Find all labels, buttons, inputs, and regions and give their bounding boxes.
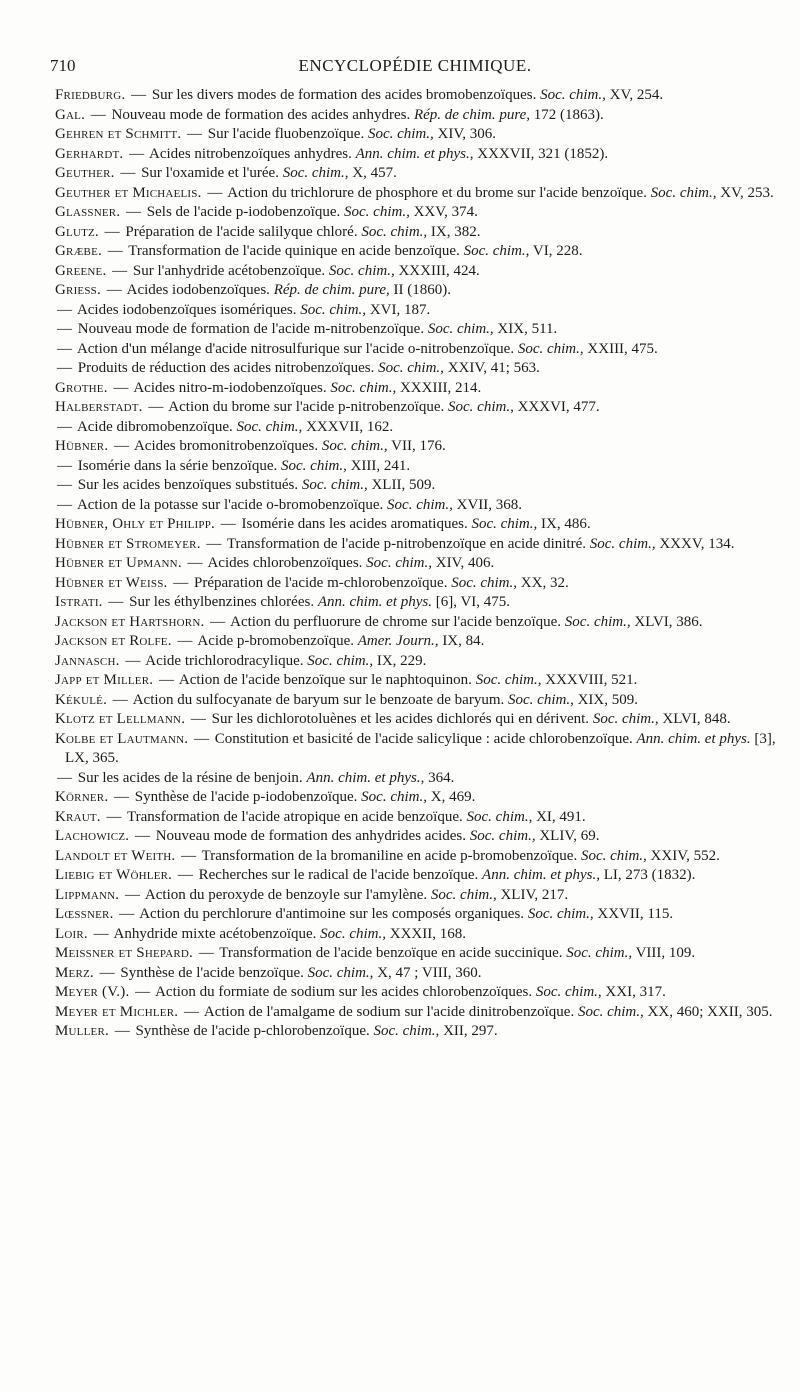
- bibliography-entry: [55, 106, 782, 126]
- entry-journal: Soc. chim.,: [508, 691, 574, 708]
- entry-title: Action de l'amalgame de sodium sur l'acide dinitrobenzoïque.: [203, 1003, 575, 1020]
- entry-dash: —: [177, 867, 193, 883]
- entry-volume: XXXVIII, 521.: [545, 672, 638, 688]
- entry-author: Gal.: [55, 106, 86, 123]
- entry-dash: —: [57, 457, 72, 474]
- entry-author: Istrati.: [55, 594, 103, 610]
- entry-dash: —: [93, 925, 109, 942]
- entry-volume: LI, 273 (1832).: [603, 867, 696, 883]
- entry-dash: —: [112, 691, 128, 708]
- entry-title: Transformation de l'acide p-nitrobenzoïque en acide dinitré.: [226, 535, 587, 552]
- entry-journal: Soc. chim.,: [387, 496, 453, 513]
- entry-dash: —: [183, 1003, 199, 1020]
- entry-dash: —: [114, 438, 130, 454]
- entry-author: Halberstadt.: [55, 399, 143, 415]
- entry-author: Griess.: [55, 282, 101, 298]
- entry-volume: IX, 229.: [376, 652, 427, 669]
- entry-journal: Soc. chim.,: [367, 126, 434, 142]
- entry-title: Acide trichlorodracylique.: [145, 652, 304, 669]
- entry-journal: Soc. chim.,: [540, 87, 606, 103]
- entry-dash: —: [124, 886, 140, 903]
- entry-dash: —: [177, 633, 193, 649]
- bibliography-entry: [55, 359, 782, 379]
- entry-journal: Soc. chim.,: [580, 847, 647, 864]
- entry-author: Friedburg.: [55, 87, 126, 103]
- bibliography-entry: [55, 1022, 782, 1042]
- entry-title: Synthèse de l'acide p-iodobenzoïque.: [134, 789, 358, 805]
- bibliography-entry: [55, 1003, 782, 1023]
- entry-journal: Soc. chim.,: [650, 184, 717, 201]
- bibliography-entry: [55, 730, 782, 769]
- entry-dash: —: [106, 282, 122, 298]
- entry-title: Acides chlorobenzoïques.: [207, 555, 363, 571]
- entry-dash: —: [187, 126, 203, 142]
- entry-title: Sur les acides de la résine de benjoin.: [77, 769, 303, 786]
- bibliography-entry: [55, 262, 782, 282]
- entry-journal: Soc. chim.,: [466, 808, 533, 825]
- bibliography-entry: [55, 418, 782, 438]
- bibliography-entry: [55, 593, 782, 613]
- entry-journal: Soc. chim.,: [527, 906, 594, 922]
- entry-volume: XXIII, 475.: [587, 340, 658, 357]
- bibliography-entry: [55, 281, 782, 301]
- entry-journal: Soc. chim.,: [281, 457, 347, 474]
- entry-dash: —: [57, 360, 72, 376]
- entry-title: Nouveau mode de formation des anhydrides acides.: [155, 828, 467, 844]
- entry-dash: —: [187, 555, 203, 571]
- entry-author: Lachowicz.: [55, 828, 130, 844]
- entry-journal: Soc. chim.,: [378, 360, 444, 376]
- entry-title: Action du sulfocyanate de baryum sur le benzoate de baryum.: [132, 691, 505, 708]
- bibliography-entry: [55, 613, 782, 633]
- entry-author: Körner.: [55, 789, 109, 805]
- entry-journal: Soc. chim.,: [535, 984, 602, 1000]
- entry-title: Action de l'acide benzoïque sur le naphtoquinon.: [178, 672, 472, 688]
- entry-title: Sur les divers modes de formation des acides bromobenzoïques.: [151, 87, 537, 103]
- entry-journal: Amer. Journ.,: [357, 633, 439, 649]
- entry-volume: XXXIII, 214.: [399, 379, 482, 396]
- entry-volume: II (1860).: [393, 282, 451, 298]
- entry-author: Geuther.: [55, 165, 115, 181]
- entry-volume: VIII, 109.: [635, 945, 696, 961]
- entry-title: Acides bromonitrobenzoïques.: [133, 438, 319, 454]
- entry-dash: —: [135, 984, 151, 1000]
- bibliography-entry: [55, 320, 782, 340]
- entry-title: Acides nitro-m-iodobenzoïques.: [133, 379, 327, 396]
- bibliography-entry: [55, 847, 782, 867]
- entry-volume: XVII, 368.: [456, 496, 523, 513]
- entry-volume: IX, 84.: [442, 633, 485, 649]
- entry-dash: —: [131, 87, 147, 103]
- entry-author: Japp et Miller.: [55, 672, 154, 688]
- entry-dash: —: [57, 321, 72, 337]
- entry-dash: —: [113, 379, 129, 396]
- entry-journal: Soc. chim.,: [566, 945, 633, 961]
- entry-dash: —: [190, 711, 206, 727]
- entry-volume: X, 47 ; VIII, 360.: [377, 964, 482, 981]
- entry-title: Sur les acides benzoïques substitués.: [77, 477, 299, 493]
- entry-journal: Soc. chim.,: [448, 399, 514, 415]
- entry-author: Hübner et Weiss.: [55, 574, 168, 591]
- entry-author: Lippmann.: [55, 886, 120, 903]
- entry-volume: [6], VI, 475.: [435, 594, 511, 610]
- entry-author: Merz.: [55, 964, 94, 981]
- entry-title: Préparation de l'acide m-chlorobenzoïque.: [194, 574, 448, 591]
- entry-author: Geuther et Michaelis.: [55, 184, 202, 201]
- entry-title: Action de la potasse sur l'acide o-bromobenzoïque.: [76, 496, 384, 513]
- entry-journal: Ann. chim. et phys.,: [482, 867, 600, 883]
- entry-journal: Soc. chim.,: [307, 652, 374, 669]
- entry-volume: XIII, 241.: [350, 457, 411, 474]
- entry-dash: —: [129, 145, 145, 162]
- entry-title: Transformation de l'acide benzoïque en acide succinique.: [219, 945, 563, 961]
- entry-volume: XXI, 317.: [605, 984, 666, 1000]
- entry-title: Transformation de la bromaniline en acide p-bromobenzoïque.: [201, 847, 578, 864]
- entry-title: Sur les éthylbenzines chlorées.: [129, 594, 315, 610]
- entry-journal: Soc. chim.,: [517, 340, 584, 357]
- bibliography-list: [55, 86, 782, 1042]
- entry-volume: XXXVI, 477.: [517, 399, 600, 415]
- entry-title: Acide dibromobenzoïque.: [76, 418, 233, 435]
- bibliography-entry: [55, 437, 782, 457]
- entry-volume: IX, 486.: [541, 516, 591, 532]
- entry-journal: Ann. chim. et phys.,: [306, 769, 425, 786]
- entry-title: Acides iodobenzoïques isomériques.: [76, 301, 297, 318]
- entry-journal: Soc. chim.,: [564, 613, 631, 630]
- bibliography-entry: [55, 788, 782, 808]
- entry-author: Gehren et Schmitt.: [55, 126, 182, 142]
- entry-title: Action du trichlorure de phosphore et du brome sur l'acide benzoïque.: [227, 184, 647, 201]
- entry-author: Meissner et Shepard.: [55, 945, 193, 961]
- bibliography-entry: [55, 86, 782, 106]
- bibliography-entry: [55, 476, 782, 496]
- bibliography-entry: [55, 398, 782, 418]
- running-title: ENCYCLOPÉDIE CHIMIQUE.: [298, 56, 532, 75]
- entry-volume: XLIV, 69.: [539, 828, 600, 844]
- entry-journal: Ann. chim. et phys.: [317, 594, 432, 610]
- bibliography-entry: [55, 379, 782, 399]
- bibliography-entry: [55, 223, 782, 243]
- bibliography-entry: [55, 340, 782, 360]
- entry-dash: —: [57, 418, 72, 435]
- entry-title: Isomérie dans les acides aromatiques.: [241, 516, 468, 532]
- entry-author: Meyer et Michler.: [55, 1003, 179, 1020]
- entry-volume: XI, 491.: [536, 808, 586, 825]
- entry-dash: —: [210, 613, 226, 630]
- entry-author: Jannasch.: [55, 652, 120, 669]
- entry-author: Hübner et Stromeyer.: [55, 535, 201, 552]
- entry-volume: XVI, 187.: [369, 301, 431, 318]
- entry-dash: —: [126, 204, 142, 220]
- bibliography-entry: [55, 925, 782, 945]
- entry-title: Action du perchlorure d'antimoine sur les composés organiques.: [139, 906, 525, 922]
- entry-author: Græbe.: [55, 243, 102, 259]
- entry-volume: XXXIII, 424.: [398, 262, 480, 279]
- entry-title: Transformation de l'acide quinique en acide benzoïque.: [128, 243, 460, 259]
- entry-author: Liebig et Wöhler.: [55, 867, 173, 883]
- entry-author: Lœssner.: [55, 906, 114, 922]
- entry-dash: —: [112, 262, 128, 279]
- entry-title: Action d'un mélange d'acide nitrosulfurique sur l'acide o-nitrobenzoïque.: [76, 340, 515, 357]
- entry-journal: Soc. chim.,: [471, 516, 538, 532]
- entry-title: Action du perfluorure de chrome sur l'acide benzoïque.: [230, 613, 562, 630]
- entry-volume: XLVI, 386.: [634, 613, 703, 630]
- bibliography-entry: [55, 769, 782, 789]
- entry-author: Hübner, Ohly et Philipp.: [55, 516, 216, 532]
- entry-dash: —: [134, 828, 150, 844]
- entry-journal: Soc. chim.,: [236, 418, 303, 435]
- bibliography-entry: [55, 944, 782, 964]
- entry-volume: XLII, 509.: [371, 477, 436, 493]
- entry-dash: —: [99, 964, 115, 981]
- entry-journal: Ann. chim. et phys.: [636, 730, 751, 747]
- entry-volume: XII, 297.: [443, 1023, 498, 1039]
- entry-volume: XV, 254.: [609, 87, 664, 103]
- entry-dash: —: [57, 477, 72, 493]
- entry-dash: —: [173, 574, 189, 591]
- entry-dash: —: [181, 847, 197, 864]
- bibliography-entry: [55, 808, 782, 828]
- entry-author: Kékulé.: [55, 691, 108, 708]
- entry-volume: XXIV, 552.: [650, 847, 720, 864]
- entry-volume: IX, 382.: [430, 223, 481, 240]
- entry-title: Recherches sur le radical de l'acide benzoïque.: [198, 867, 479, 883]
- entry-author: Jackson et Rolfe.: [55, 633, 172, 649]
- entry-dash: —: [104, 223, 120, 240]
- entry-author: Kolbe et Lautmann.: [55, 730, 189, 747]
- entry-title: Sur les dichlorotoluènes et les acides dichlorés qui en dérivent.: [211, 711, 590, 727]
- bibliography-entry: [55, 983, 782, 1003]
- entry-author: Meyer (V.).: [55, 984, 130, 1000]
- entry-dash: —: [119, 906, 135, 922]
- entry-title: Sur l'acide fluobenzoïque.: [207, 126, 365, 142]
- entry-title: Action du brome sur l'acide p-nitrobenzoïque.: [168, 399, 445, 415]
- entry-volume: X, 469.: [430, 789, 476, 805]
- entry-title: Nouveau mode de formation des acides anhydres.: [111, 106, 411, 123]
- entry-journal: Soc. chim.,: [366, 555, 432, 571]
- entry-journal: Rép. de chim. pure,: [273, 282, 390, 298]
- entry-title: Produits de réduction des acides nitrobenzoïques.: [77, 360, 375, 376]
- entry-volume: X, 457.: [352, 165, 397, 181]
- entry-title: Préparation de l'acide salilyque chloré.: [125, 223, 358, 240]
- entry-author: Jackson et Hartshorn.: [55, 613, 205, 630]
- bibliography-entry: [55, 515, 782, 535]
- entry-dash: —: [106, 808, 122, 825]
- entry-dash: —: [158, 672, 174, 688]
- bibliography-entry: [55, 301, 782, 321]
- entry-volume: XXXVII, 162.: [306, 418, 394, 435]
- entry-dash: —: [198, 945, 214, 961]
- entry-title: Nouveau mode de formation de l'acide m-nitrobenzoïque.: [77, 321, 425, 337]
- entry-journal: Soc. chim.,: [427, 321, 494, 337]
- entry-title: Isomérie dans la série benzoïque.: [77, 457, 278, 474]
- entry-author: Landolt et Weith.: [55, 847, 176, 864]
- entry-title: Acide p-bromobenzoïque.: [197, 633, 354, 649]
- entry-volume: XIX, 511.: [497, 321, 558, 337]
- entry-journal: Rép. de chim. pure,: [413, 106, 531, 123]
- entry-volume: [3], LX, 365.: [65, 730, 776, 766]
- entry-volume: XXV, 374.: [413, 204, 478, 220]
- entry-volume: XLVI, 848.: [662, 711, 731, 727]
- bibliography-entry: [55, 554, 782, 574]
- entry-title: Action du peroxyde de benzoyle sur l'amylène.: [144, 886, 428, 903]
- entry-journal: Soc. chim.,: [321, 438, 388, 454]
- bibliography-entry: [55, 671, 782, 691]
- entry-title: Transformation de l'acide atropique en acide benzoïque.: [126, 808, 463, 825]
- entry-journal: Soc. chim.,: [592, 711, 659, 727]
- entry-author: Grothe.: [55, 379, 108, 396]
- entry-dash: —: [114, 789, 130, 805]
- bibliography-entry: [55, 827, 782, 847]
- entry-volume: XXXII, 168.: [389, 925, 466, 942]
- entry-volume: XIV, 306.: [437, 126, 497, 142]
- entry-volume: XXXVII, 321 (1852).: [477, 145, 609, 162]
- entry-journal: Soc. chim.,: [430, 886, 497, 903]
- entry-dash: —: [57, 769, 72, 786]
- entry-dash: —: [207, 184, 223, 201]
- page-number: 710: [50, 56, 76, 75]
- entry-volume: XX, 460; XXII, 305.: [647, 1003, 773, 1020]
- entry-journal: Soc. chim.,: [328, 262, 395, 279]
- entry-volume: XX, 32.: [520, 574, 569, 591]
- entry-journal: Soc. chim.,: [344, 204, 410, 220]
- entry-title: Anhydride mixte acétobenzoïque.: [113, 925, 317, 942]
- entry-journal: Soc. chim.,: [307, 964, 374, 981]
- entry-journal: Soc. chim.,: [300, 301, 367, 318]
- entry-author: Hübner et Upmann.: [55, 555, 182, 571]
- entry-journal: Soc. chim.,: [320, 925, 386, 942]
- entry-title: Sels de l'acide p-iodobenzoïque.: [146, 204, 341, 220]
- entry-journal: Soc. chim.,: [577, 1003, 644, 1020]
- entry-author: Kraut.: [55, 808, 101, 825]
- entry-title: Synthèse de l'acide p-chlorobenzoïque.: [135, 1023, 370, 1039]
- entry-dash: —: [206, 535, 222, 552]
- entry-journal: Soc. chim.,: [361, 789, 427, 805]
- entry-dash: —: [108, 594, 124, 610]
- entry-volume: XXIV, 41; 563.: [447, 360, 540, 376]
- entry-dash: —: [57, 340, 72, 357]
- entry-journal: Soc. chim.,: [301, 477, 368, 493]
- entry-dash: —: [57, 496, 72, 513]
- entry-title: Constitution et basicité de l'acide salicylique : acide chlorobenzoïque.: [214, 730, 633, 747]
- bibliography-entry: [55, 574, 782, 594]
- entry-journal: Soc. chim.,: [373, 1023, 440, 1039]
- bibliography-entry: [55, 632, 782, 652]
- bibliography-entry: [55, 691, 782, 711]
- entry-dash: —: [57, 301, 72, 318]
- entry-dash: —: [193, 730, 209, 747]
- entry-dash: —: [107, 243, 123, 259]
- bibliography-entry: [55, 242, 782, 262]
- bibliography-entry: [55, 496, 782, 516]
- entry-journal: Soc. chim.,: [451, 574, 518, 591]
- bibliography-entry: [55, 164, 782, 184]
- entry-dash: —: [114, 1023, 130, 1039]
- entry-journal: Soc. chim.,: [361, 223, 428, 240]
- bibliography-entry: [55, 457, 782, 477]
- entry-dash: —: [120, 165, 136, 181]
- entry-volume: XLIV, 217.: [500, 886, 569, 903]
- entry-title: Acides nitrobenzoïques anhydres.: [149, 145, 352, 162]
- entry-volume: VII, 176.: [391, 438, 446, 454]
- entry-author: Loir.: [55, 925, 88, 942]
- bibliography-entry: [55, 886, 782, 906]
- bibliography-entry: [55, 203, 782, 223]
- entry-journal: Soc. chim.,: [589, 535, 656, 552]
- bibliography-entry: [55, 535, 782, 555]
- bibliography-entry: [55, 125, 782, 145]
- entry-volume: XXVII, 115.: [597, 906, 674, 922]
- entry-title: Sur l'anhydride acétobenzoïque.: [132, 262, 326, 279]
- entry-volume: 172 (1863).: [533, 106, 604, 123]
- entry-author: Klotz et Lellmann.: [55, 711, 186, 727]
- entry-volume: XIX, 509.: [577, 691, 639, 708]
- entry-journal: Soc. chim.,: [463, 243, 530, 259]
- entry-volume: 364.: [428, 769, 455, 786]
- bibliography-entry: [55, 184, 782, 204]
- bibliography-entry: [55, 710, 782, 730]
- entry-author: Gerhardt.: [55, 145, 124, 162]
- entry-author: Hübner.: [55, 438, 109, 454]
- entry-journal: Ann. chim. et phys.,: [355, 145, 474, 162]
- entry-author: Greene.: [55, 262, 107, 279]
- entry-dash: —: [148, 399, 164, 415]
- entry-dash: —: [90, 106, 106, 123]
- entry-volume: XV, 253.: [720, 184, 774, 201]
- entry-volume: XXXV, 134.: [659, 535, 735, 552]
- bibliography-entry: [55, 866, 782, 886]
- bibliography-entry: [55, 905, 782, 925]
- entry-journal: Soc. chim.,: [469, 828, 536, 844]
- entry-journal: Soc. chim.,: [330, 379, 397, 396]
- entry-author: Glassner.: [55, 204, 121, 220]
- bibliography-entry: [55, 652, 782, 672]
- bibliography-entry: [55, 145, 782, 165]
- entry-title: Action du formiate de sodium sur les acides chlorobenzoïques.: [155, 984, 533, 1000]
- bibliography-entry: [55, 964, 782, 984]
- entry-title: Acides iodobenzoïques.: [126, 282, 270, 298]
- entry-title: Synthèse de l'acide benzoïque.: [120, 964, 304, 981]
- entry-volume: VI, 228.: [532, 243, 583, 259]
- entry-author: Glutz.: [55, 223, 99, 240]
- entry-dash: —: [220, 516, 236, 532]
- page-header: [50, 56, 780, 78]
- entry-author: Muller.: [55, 1023, 109, 1039]
- entry-volume: XIV, 406.: [435, 555, 495, 571]
- entry-title: Sur l'oxamide et l'urée.: [141, 165, 279, 181]
- entry-dash: —: [125, 652, 141, 669]
- entry-journal: Soc. chim.,: [282, 165, 349, 181]
- entry-journal: Soc. chim.,: [475, 672, 542, 688]
